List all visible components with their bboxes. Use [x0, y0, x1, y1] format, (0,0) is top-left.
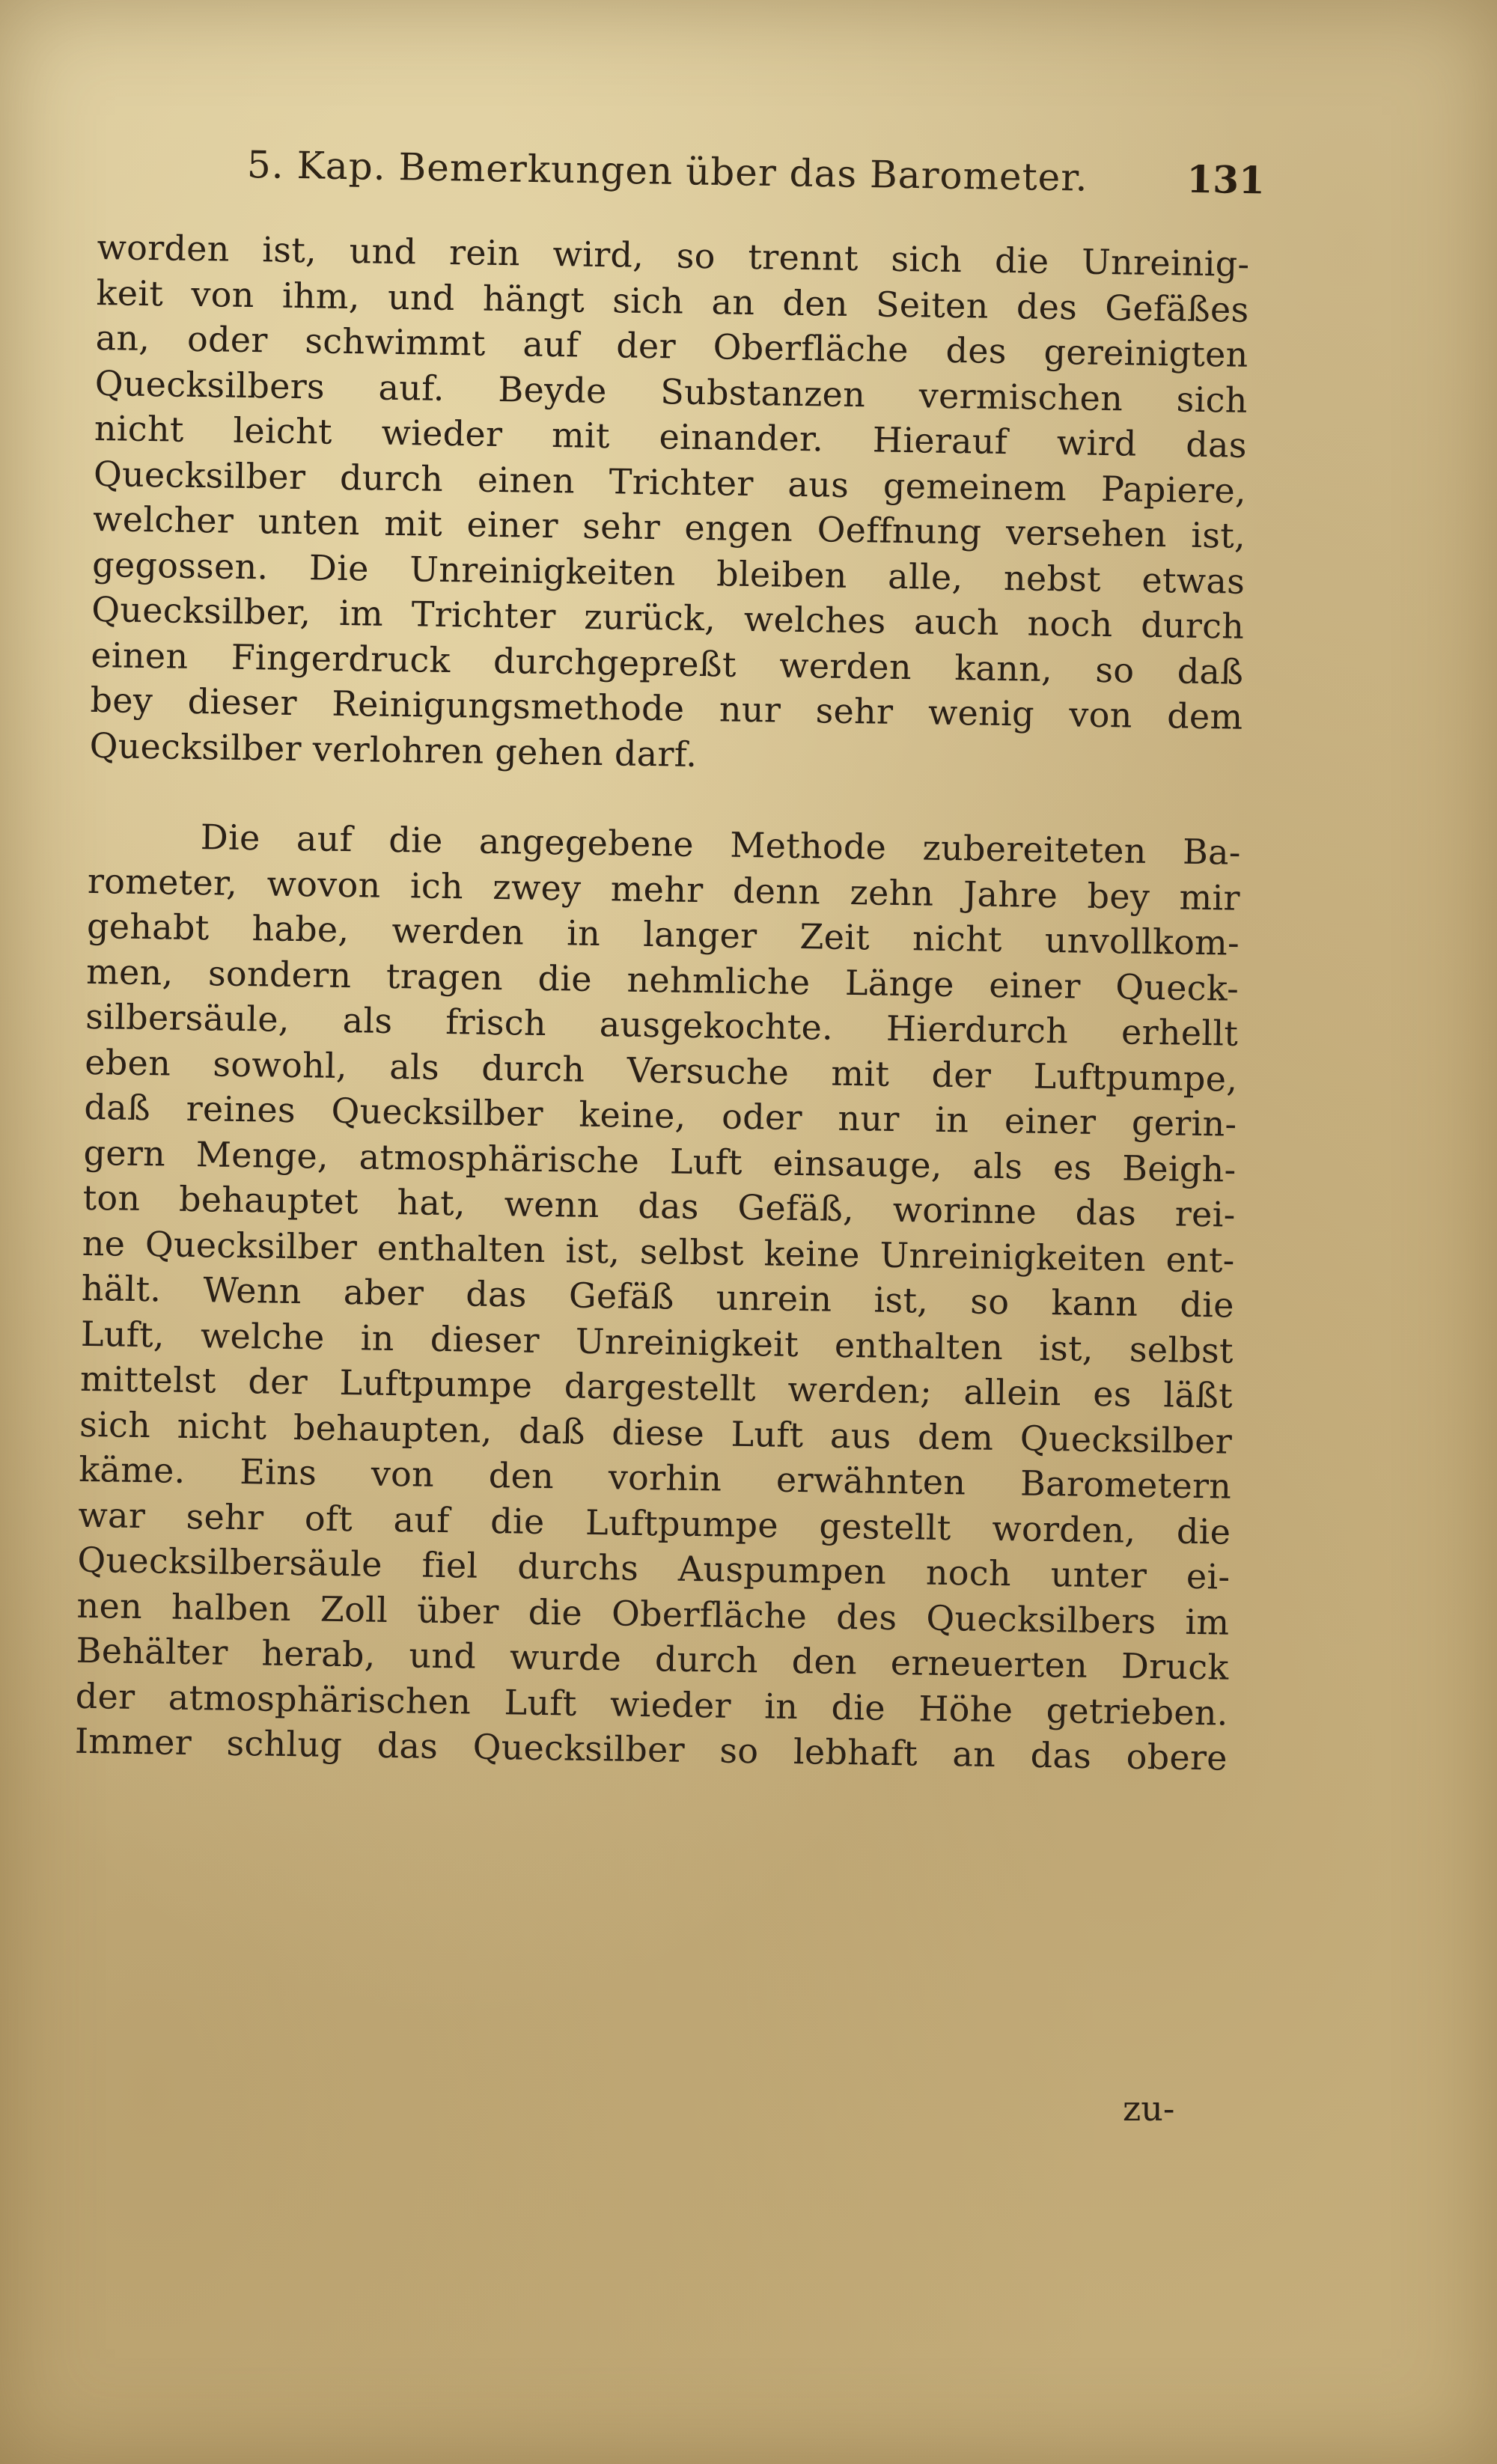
- text-line: Quecksilbersäule fiel durchs Auspumpen noch unter ei-: [77, 1539, 1231, 1597]
- text-line: einen Fingerdruck durchgepreßt werden kann, so daß: [91, 634, 1244, 692]
- paragraph: [89, 225, 1250, 785]
- text-line: Quecksilber verlohren gehen darf.: [89, 725, 698, 775]
- text-line: käme. Eins von den vorhin erwähnten Barometern: [78, 1448, 1232, 1507]
- text-line: gern Menge, atmosphärische Luft einsauge, als es Beigh-: [83, 1132, 1237, 1190]
- text-line: men, sondern tragen die nehmliche Länge einer Queck-: [85, 951, 1240, 1009]
- text-line: daß reines Quecksilber keine, oder nur in einer gerin-: [84, 1086, 1237, 1144]
- running-head: 5. Kap. Bemerkungen über das Barometer.: [246, 143, 1089, 200]
- text-line: nicht leicht wieder mit einander. Hierauf wird das: [94, 407, 1248, 466]
- text-line: Immer schlug das Quecksilber so lebhaft an das obere: [74, 1720, 1228, 1778]
- text-line: ton behauptet hat, wenn das Gefäß, worinne das rei-: [82, 1177, 1236, 1235]
- text-line: welcher unten mit einer sehr engen Oeffnung versehen ist,: [92, 498, 1246, 556]
- text-line: der atmosphärischen Luft wieder in die Höhe getrieben.: [75, 1675, 1229, 1733]
- paragraph: [74, 813, 1241, 1781]
- text-line: rometer, wovon ich zwey mehr denn zehn Jahre bey mir: [87, 860, 1241, 918]
- text-line: Die auf die angegebene Methode zubereiteten Ba-: [200, 817, 1242, 873]
- text-line: sich nicht behaupten, daß diese Luft aus dem Quecksilber: [79, 1403, 1233, 1462]
- text-line: keit von ihm, und hängt sich an den Seiten des Gefäßes: [96, 272, 1249, 330]
- text-line: an, oder schwimmt auf der Oberfläche des gereinigten: [95, 317, 1248, 375]
- text-line: mittelst der Luftpumpe dargestellt werden; allein es läßt: [79, 1358, 1234, 1416]
- text-line: Quecksilber durch einen Trichter aus gemeinem Papiere,: [93, 453, 1247, 511]
- text-line: bey dieser Reinigungsmethode nur sehr wenig von dem: [90, 679, 1243, 737]
- text-line: war sehr oft auf die Luftpumpe gestellt worden, die: [78, 1494, 1231, 1552]
- text-line: gegossen. Die Unreinigkeiten bleiben alle, nebst etwas: [91, 543, 1246, 602]
- page-header: [246, 135, 1265, 210]
- text-line: Quecksilbers auf. Beyde Substanzen vermischen sich: [94, 362, 1248, 421]
- text-line: gehabt habe, werden in langer Zeit nicht unvollkom-: [86, 905, 1240, 963]
- text-line: nen halben Zoll über die Oberfläche des Quecksilbers im: [76, 1585, 1230, 1643]
- text-line: silbersäule, als frisch ausgekochte. Hierdurch erhellt: [85, 995, 1239, 1054]
- body-text: [74, 225, 1249, 1781]
- text-line: Behälter herab, und wurde durch den erneuerten Druck: [76, 1629, 1229, 1688]
- text-line: eben sowohl, als durch Versuche mit der Luftpumpe,: [85, 1041, 1238, 1100]
- text-line: worden ist, und rein wird, so trennt sich die Unreinig-: [97, 226, 1250, 284]
- text-line: ne Quecksilber enthalten ist, selbst keine Unreinigkeiten ent-: [82, 1222, 1236, 1281]
- text-line: hält. Wenn aber das Gefäß unrein ist, so kann die: [81, 1267, 1235, 1326]
- page-number: 131: [1186, 156, 1266, 203]
- text-line: Luft, welche in dieser Unreinigkeit enthalten ist, selbst: [80, 1313, 1234, 1371]
- text-line: Quecksilber, im Trichter zurück, welches auch noch durch: [91, 588, 1245, 647]
- catchword: zu-: [1123, 2088, 1175, 2129]
